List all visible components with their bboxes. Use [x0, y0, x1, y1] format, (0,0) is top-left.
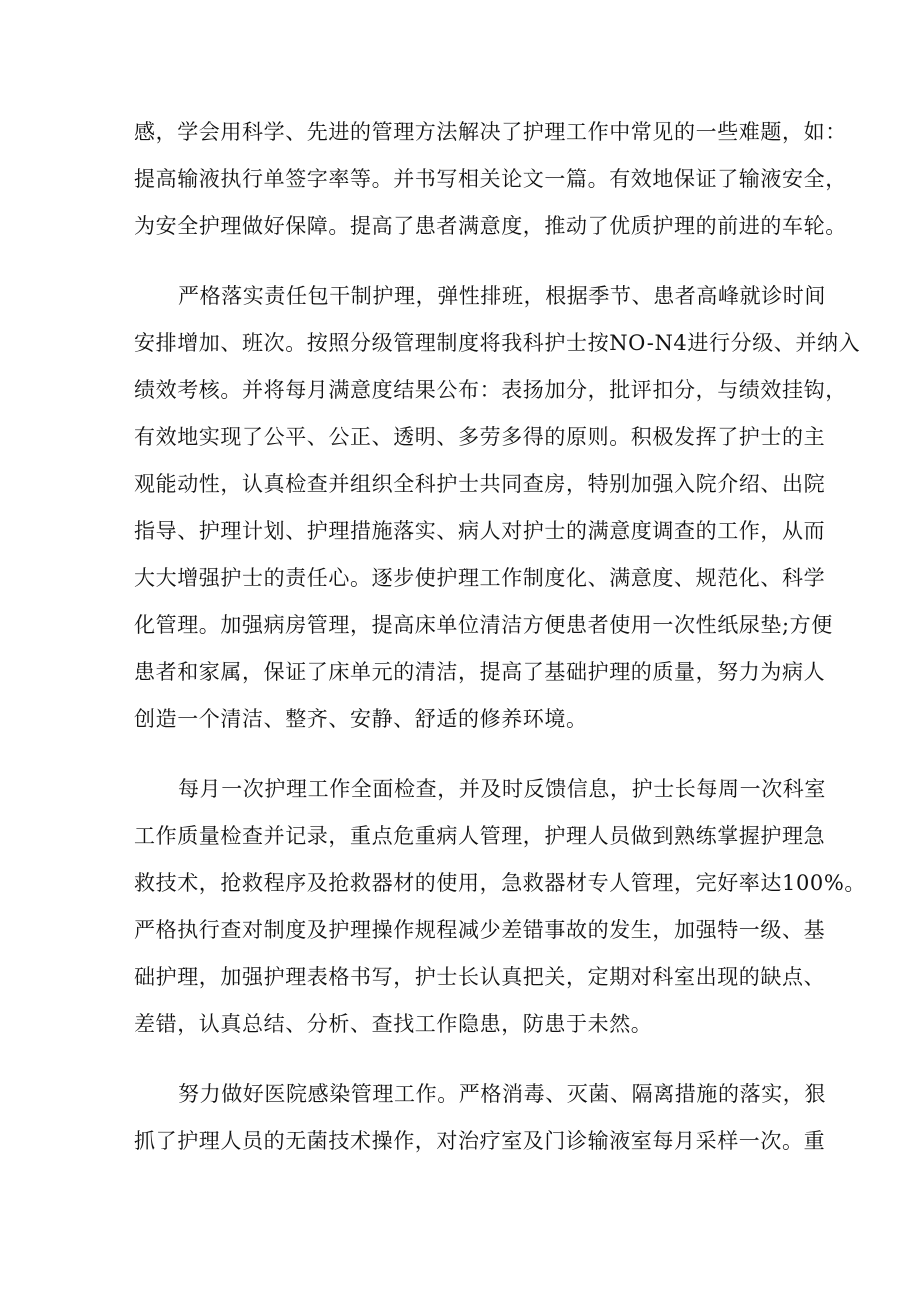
paragraph-1-line-2: 提高输液执行单签字率等。并书写相关论文一篇。有效地保证了输液安全， [134, 167, 847, 191]
paragraph-2-line-8: 化管理。加强病房管理，提高床单位清洁方便患者使用一次性纸尿垫;方便 [134, 613, 833, 637]
paragraph-3-line-1: 每月一次护理工作全面检查，并及时反馈信息，护士长每周一次科室 [178, 777, 826, 801]
paragraph-3-line-3: 救技术，抢救程序及抢救器材的使用，急救器材专人管理，完好率达100%。 [134, 871, 867, 895]
paragraph-4-line-2: 抓了护理人员的无菌技术操作，对治疗室及门诊输液室每月采样一次。重 [134, 1129, 826, 1153]
paragraph-3-line-2: 工作质量检查并记录，重点危重病人管理，护理人员做到熟练掌握护理急 [134, 824, 826, 848]
paragraph-2-line-9: 患者和家属，保证了床单元的清洁，提高了基础护理的质量，努力为病人 [134, 660, 826, 684]
paragraph-1-line-3: 为安全护理做好保障。提高了患者满意度，推动了优质护理的前进的车轮。 [134, 214, 847, 238]
paragraph-2-line-6: 指导、护理计划、护理措施落实、病人对护士的满意度调查的工作，从而 [134, 519, 826, 543]
paragraph-1-line-1: 感，学会用科学、先进的管理方法解决了护理工作中常见的一些难题，如： [134, 120, 847, 144]
paragraph-2-line-3: 绩效考核。并将每月满意度结果公布：表扬加分，批评扣分，与绩效挂钩， [134, 378, 847, 402]
paragraph-2-line-7: 大大增强护士的责任心。逐步使护理工作制度化、满意度、规范化、科学 [134, 566, 826, 590]
paragraph-2-line-1: 严格落实责任包干制护理，弹性排班，根据季节、患者高峰就诊时间 [178, 284, 826, 308]
paragraph-3-line-4: 严格执行查对制度及护理操作规程减少差错事故的发生，加强特一级、基 [134, 918, 826, 942]
paragraph-4-line-1: 努力做好医院感染管理工作。严格消毒、灭菌、隔离措施的落实，狠 [178, 1082, 826, 1106]
paragraph-3-line-5: 础护理，加强护理表格书写，护士长认真把关，定期对科室出现的缺点、 [134, 965, 826, 989]
paragraph-3-line-6: 差错，认真总结、分析、查找工作隐患，防患于未然。 [134, 1012, 653, 1036]
paragraph-2-line-4: 有效地实现了公平、公正、透明、多劳多得的原则。积极发挥了护士的主 [134, 425, 826, 449]
paragraph-2-line-5: 观能动性，认真检查并组织全科护士共同查房，特别加强入院介绍、出院 [134, 472, 826, 496]
paragraph-2-line-2: 安排增加、班次。按照分级管理制度将我科护士按NO-N4进行分级、并纳入 [134, 331, 861, 355]
paragraph-2-line-10: 创造一个清洁、整齐、安静、舒适的修养环境。 [134, 707, 588, 731]
